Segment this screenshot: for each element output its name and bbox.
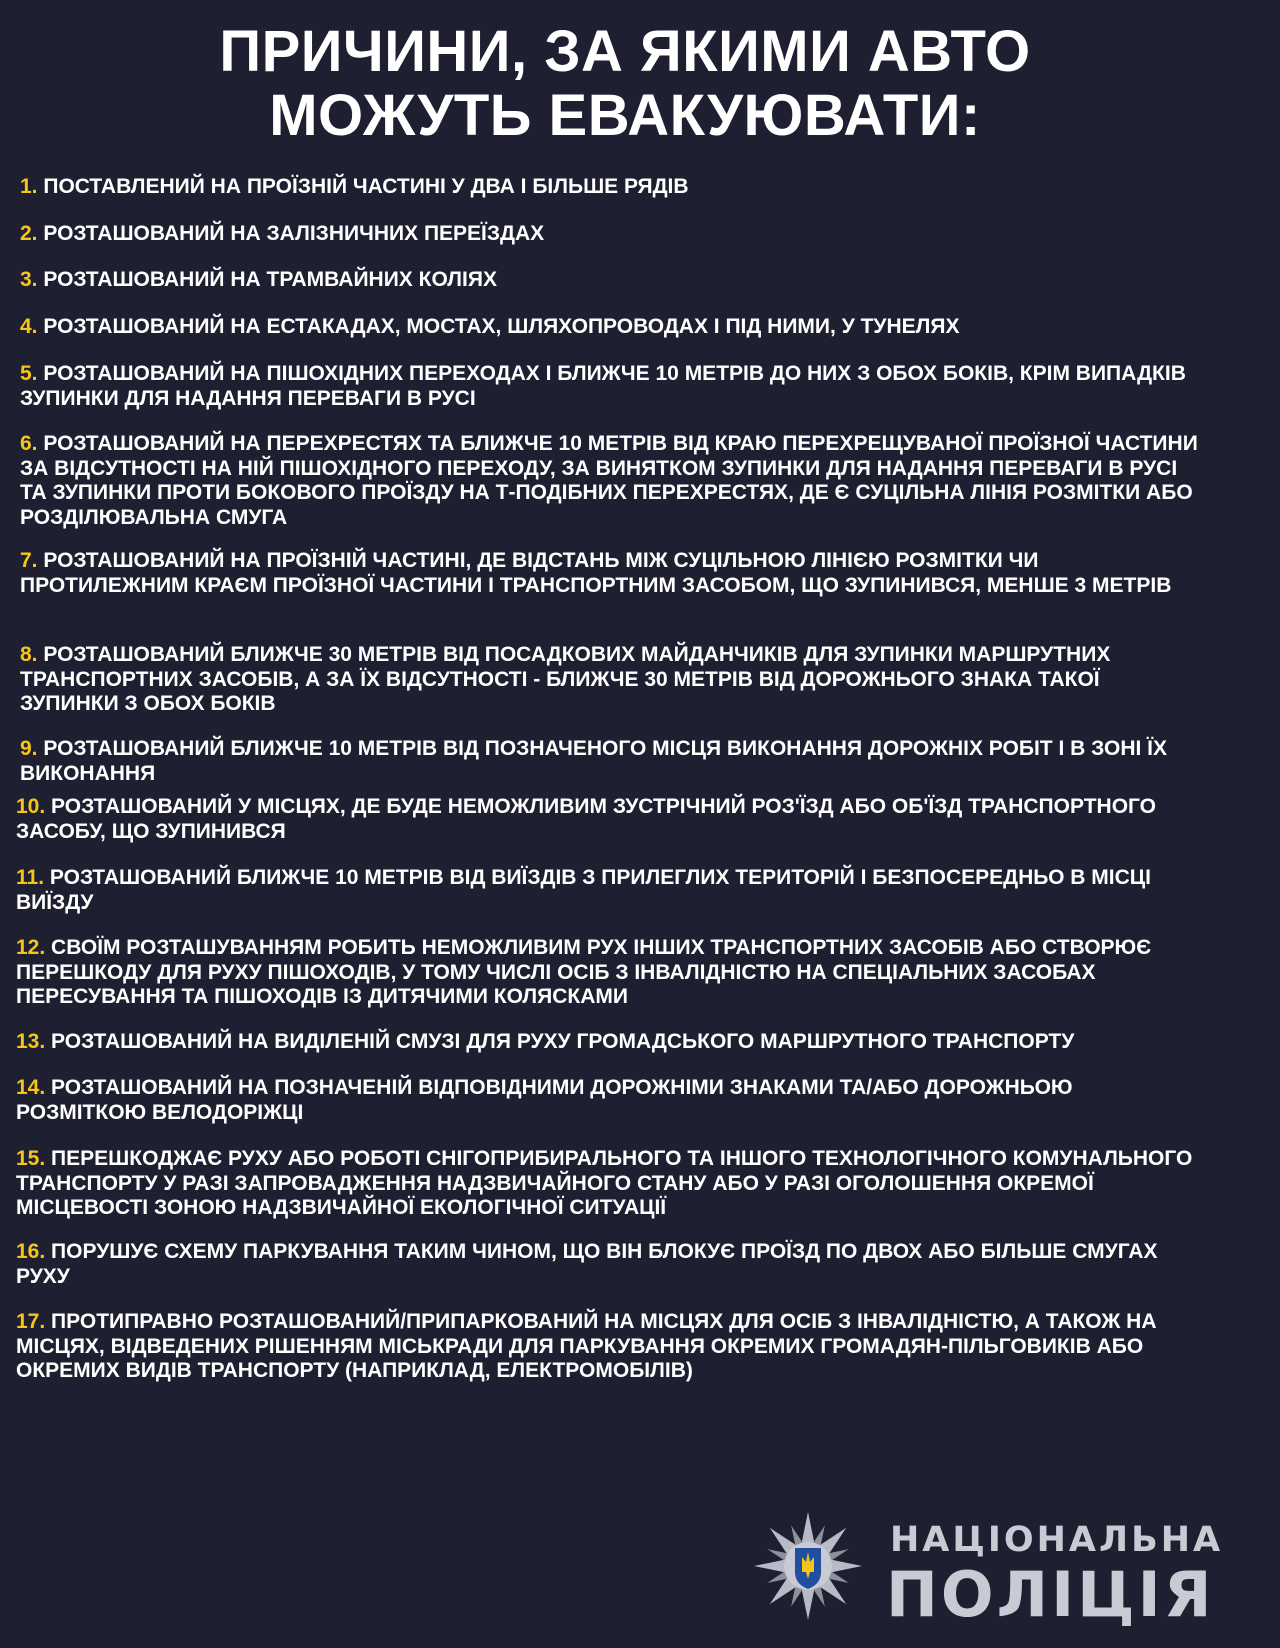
title-line-2: МОЖУТЬ ЕВАКУЮВАТИ: [269,83,981,148]
item-text: ПРОТИПРАВНО РОЗТАШОВАНИЙ/ПРИПАРКОВАНИЙ НА МІСЦЯХ ДЛЯ ОСІБ З ІНВАЛІДНІСТЮ, А ТАКОЖ НА МІСЦЯХ, ВІДВЕДЕНИХ РІШЕННЯМ МІСЬКРАДИ ДЛЯ ПАРКУВАННЯ ОКРЕМИХ ГРОМАДЯН-ПІЛЬГОВИКІВ АБО ОКРЕМИХ ВИДІВ ТРАНСПОРТУ (НАПРИКЛАД, ЕЛЕКТРОМОБІЛІВ) [16,1310,1157,1382]
item-number: 13. [16,1030,46,1053]
item-number: 7. [20,549,38,572]
reason-item-13 [16,1030,1196,1055]
item-text: ПЕРЕШКОДЖАЄ РУХУ АБО РОБОТІ СНІГОПРИБИРАЛЬНОГО ТА ІНШОГО ТЕХНОЛОГІЧНОГО КОМУНАЛЬНОГО ТРАНСПОРТУ У РАЗІ ЗАПРОВАДЖЕННЯ НАДЗВИЧАЙНОГО СТАНУ АБО У РАЗІ ОГОЛОШЕННЯ ОКРЕМОЇ МІСЦЕВОСТІ ЗОНОЮ НАДЗВИЧАЙНОЇ ЕКОЛОГІЧНОЇ СИТУАЦІЇ [16,1147,1193,1219]
brand-line-national: НАЦІОНАЛЬНА [890,1520,1224,1560]
reason-item-14 [16,1076,1196,1125]
item-number: 11. [16,866,45,889]
item-number: 3. [20,268,38,291]
item-number: 16. [16,1240,46,1263]
item-number: 9. [20,737,38,760]
item-number: 14. [16,1076,46,1099]
reason-item-2 [20,222,1200,247]
reason-item-9 [20,737,1200,786]
reason-item-1 [20,175,1200,200]
item-text: РОЗТАШОВАНИЙ НА ПРОЇЗНІЙ ЧАСТИНІ, ДЕ ВІДСТАНЬ МІЖ СУЦІЛЬНОЮ ЛІНІЄЮ РОЗМІТКИ ЧИ ПРОТИЛЕЖНИМ КРАЄМ ПРОЇЗНОЇ ЧАСТИНИ І ТРАНСПОРТНИМ ЗАСОБОМ, ЩО ЗУПИНИВСЯ, МЕНШЕ 3 МЕТРІВ [20,549,1172,597]
item-number: 2. [20,222,38,245]
reason-item-10 [16,795,1196,844]
reason-item-16 [16,1240,1196,1289]
item-number: 1. [20,175,38,198]
item-number: 4. [20,315,38,338]
reason-item-5 [20,362,1200,411]
item-number: 15. [16,1147,46,1170]
item-number: 10. [16,795,46,818]
police-star-emblem-icon [752,1510,864,1622]
reason-item-12 [16,936,1196,1010]
item-number: 5. [20,362,38,385]
reason-item-11 [16,866,1196,915]
title-line-1: ПРИЧИНИ, ЗА ЯКИМИ АВТО [219,19,1031,84]
reason-item-15 [16,1147,1196,1221]
police-logo [752,1510,1222,1630]
item-number: 17. [16,1310,46,1333]
item-text: РОЗТАШОВАНИЙ НА ПІШОХІДНИХ ПЕРЕХОДАХ І БЛИЖЧЕ 10 МЕТРІВ ДО НИХ З ОБОХ БОКІВ, КРІМ ВИПАДКІВ ЗУПИНКИ ДЛЯ НАДАННЯ ПЕРЕВАГИ В РУСІ [20,362,1186,410]
brand-line-police: ПОЛІЦІЯ [886,1558,1215,1631]
item-number: 6. [20,432,38,455]
item-text: РОЗТАШОВАНИЙ БЛИЖЧЕ 10 МЕТРІВ ВІД ВИЇЗДІВ З ПРИЛЕГЛИХ ТЕРИТОРІЙ І БЕЗПОСЕРЕДНЬО В МІСЦІ ВИЇЗДУ [16,866,1151,914]
item-text: РОЗТАШОВАНИЙ НА ПОЗНАЧЕНІЙ ВІДПОВІДНИМИ ДОРОЖНІМИ ЗНАКАМИ ТА/АБО ДОРОЖНЬОЮ РОЗМІТКОЮ ВЕЛОДОРІЖЦІ [16,1076,1073,1124]
item-text: ПОСТАВЛЕНИЙ НА ПРОЇЗНІЙ ЧАСТИНІ У ДВА І БІЛЬШЕ РЯДІВ [43,175,689,198]
reason-item-17 [16,1310,1196,1384]
reason-item-4 [20,315,1200,340]
item-number: 8. [20,643,38,666]
item-text: СВОЇМ РОЗТАШУВАННЯМ РОБИТЬ НЕМОЖЛИВИМ РУХ ІНШИХ ТРАНСПОРТНИХ ЗАСОБІВ АБО СТВОРЮЄ ПЕРЕШКОДУ ДЛЯ РУХУ ПІШОХОДІВ, У ТОМУ ЧИСЛІ ОСІБ З ІНВАЛІДНІСТЮ НА СПЕЦІАЛЬНИХ ЗАСОБАХ ПЕРЕСУВАННЯ ТА ПІШОХОДІВ ІЗ ДИТЯЧИМИ КОЛЯСКАМИ [16,936,1152,1008]
item-text: РОЗТАШОВАНИЙ НА ВИДІЛЕНІЙ СМУЗІ ДЛЯ РУХУ ГРОМАДСЬКОГО МАРШРУТНОГО ТРАНСПОРТУ [51,1030,1075,1053]
item-text: ПОРУШУЄ СХЕМУ ПАРКУВАННЯ ТАКИМ ЧИНОМ, ЩО ВІН БЛОКУЄ ПРОЇЗД ПО ДВОХ АБО БІЛЬШЕ СМУГАХ РУХУ [16,1240,1158,1288]
item-text: РОЗТАШОВАНИЙ БЛИЖЧЕ 10 МЕТРІВ ВІД ПОЗНАЧЕНОГО МІСЦЯ ВИКОНАННЯ ДОРОЖНІХ РОБІТ І В ЗОНІ ЇХ ВИКОНАННЯ [20,737,1167,785]
item-text: РОЗТАШОВАНИЙ НА ПЕРЕХРЕСТЯХ ТА БЛИЖЧЕ 10 МЕТРІВ ВІД КРАЮ ПЕРЕХРЕЩУВАНОЇ ПРОЇЗНОЇ ЧАСТИНИ ЗА ВІДСУТНОСТІ НА НІЙ ПІШОХІДНОГО ПЕРЕХОДУ, ЗА ВИНЯТКОМ ЗУПИНКИ ДЛЯ НАДАННЯ ПЕРЕВАГИ В РУСІ ТА ЗУПИНКИ ПРОТИ БОКОВОГО ПРОЇЗДУ НА Т-ПОДІБНИХ ПЕРЕХРЕСТЯХ, ДЕ Є СУЦІЛЬНА ЛІНІЯ РОЗМІТКИ АБО РОЗДІЛЮВАЛЬНА СМУГА [20,432,1198,529]
reason-item-3 [20,268,1200,293]
item-text: РОЗТАШОВАНИЙ БЛИЖЧЕ 30 МЕТРІВ ВІД ПОСАДКОВИХ МАЙДАНЧИКІВ ДЛЯ ЗУПИНКИ МАРШРУТНИХ ТРАНСПОРТНИХ ЗАСОБІВ, А ЗА ЇХ ВІДСУТНОСТІ - БЛИЖЧЕ 30 МЕТРІВ ВІД ДОРОЖНЬОГО ЗНАКА ТАКОЇ ЗУПИНКИ З ОБОХ БОКІВ [20,643,1111,715]
page-title [0,20,1250,148]
item-text: РОЗТАШОВАНИЙ НА ЗАЛІЗНИЧНИХ ПЕРЕЇЗДАХ [43,222,545,245]
item-text: РОЗТАШОВАНИЙ У МІСЦЯХ, ДЕ БУДЕ НЕМОЖЛИВИМ ЗУСТРІЧНИЙ РОЗ'ЇЗД АБО ОБ'ЇЗД ТРАНСПОРТНОГО ЗАСОБУ, ЩО ЗУПИНИВСЯ [16,795,1156,843]
reason-item-8 [20,643,1200,717]
item-text: РОЗТАШОВАНИЙ НА ТРАМВАЙНИХ КОЛІЯХ [43,268,497,291]
reason-item-6 [20,432,1200,530]
item-text: РОЗТАШОВАНИЙ НА ЕСТАКАДАХ, МОСТАХ, ШЛЯХОПРОВОДАХ І ПІД НИМИ, У ТУНЕЛЯХ [43,315,960,338]
reason-item-7 [20,549,1200,598]
item-number: 12. [16,936,46,959]
